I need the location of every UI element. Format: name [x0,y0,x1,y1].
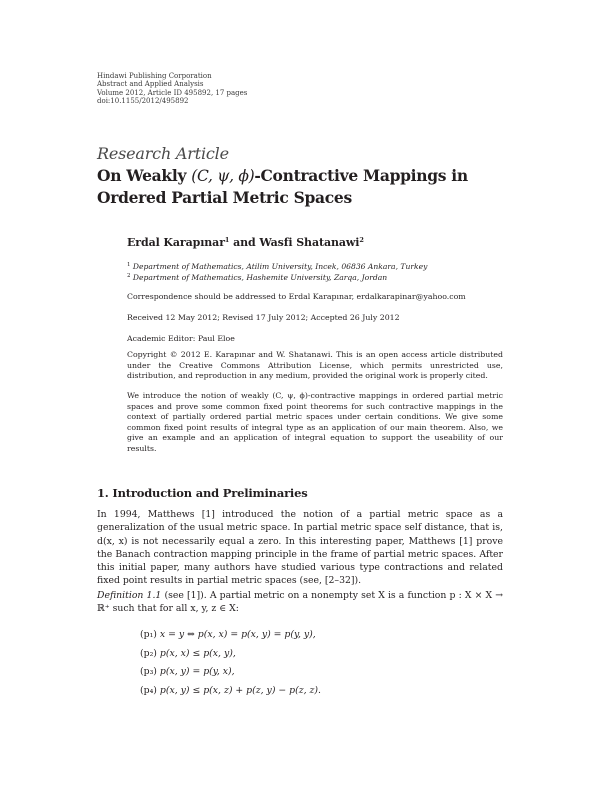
title-part1: On Weakly [97,166,192,185]
condition-text: p(x, y) ≤ p(x, z) + p(z, y) − p(z, z). [159,685,322,696]
journal-name: Abstract and Applied Analysis [97,80,204,89]
article-type: Research Article [97,144,229,163]
affiliation-2 [127,273,387,282]
academic-editor: Academic Editor: Paul Eloe [127,334,235,343]
condition-p2 [140,648,236,659]
publisher: Hindawi Publishing Corporation [97,72,212,80]
condition-label: (p₂) [140,648,157,659]
title-line2: Ordered Partial Metric Spaces [97,188,352,207]
definition-paragraph [97,589,503,616]
doi: doi:10.1155/2012/495892 [97,96,189,105]
definition-text: (see [1]). A partial metric on a nonempty set X is a function p : X × X → ℝ⁺ such that for all x, y, z ∈ X: [97,590,504,615]
condition-text: x = y ⇔ p(x, x) = p(x, y) = p(y, y), [159,629,316,640]
title-math: (C, ψ, ϕ) [191,167,255,185]
definition-label: Definition 1.1 [97,590,162,601]
affiliation-1-text: Department of Mathematics, Atilim University, Incek, 06836 Ankara, Turkey [132,262,428,271]
author-2: Wasfi Shatanawi [259,236,360,249]
correspondence: Correspondence should be addressed to Erdal Karapınar, erdalkarapinar@yahoo.com [127,292,466,301]
author-conj: and [229,236,260,249]
paper-title [97,165,517,208]
condition-p4 [140,685,321,696]
affiliation-2-text: Department of Mathematics, Hashemite University, Zarqa, Jordan [132,273,388,282]
condition-label: (p₄) [140,685,157,696]
author-2-sup: 2 [359,236,364,244]
condition-text: p(x, x) ≤ p(x, y), [159,648,236,659]
condition-p1 [140,629,316,640]
author-1-sup: 1 [224,236,230,244]
copyright: Copyright © 2012 E. Karapınar and W. Shatanawi. This is an open access article distributed under the Creative Commons Attribution License, which permits unrestricted use, distribution, and reproduction in any medium, provided the original work is properly cited. [127,350,503,380]
condition-text: p(x, y) = p(y, x), [159,666,235,677]
title-part2: -Contractive Mappings in [254,166,468,185]
journal-header [97,72,247,105]
affiliation-1 [127,262,427,271]
section-heading: 1. Introduction and Preliminaries [97,486,308,500]
authors [127,236,364,249]
affiliation-2-sup: 2 [127,273,131,279]
condition-label: (p₃) [140,666,157,677]
condition-p3 [140,666,235,677]
affiliation-1-sup: 1 [127,262,131,268]
condition-label: (p₁) [140,629,157,640]
abstract: We introduce the notion of weakly (C, ψ, ϕ)-contractive mappings in ordered partial metric spaces and prove some common fixed point theorems for such contractive mappings in the context of partially ordered partial metric spaces under certain conditions. We give some common fixed point results of integral type as an application of our main theorem. Also, we give an example and an application of integral equation to support the useability of our results. [127,391,503,453]
author-1: Erdal Karapınar [127,236,225,249]
dates: Received 12 May 2012; Revised 17 July 2012; Accepted 26 July 2012 [127,313,400,322]
intro-paragraph: In 1994, Matthews [1] introduced the notion of a partial metric space as a generalization of the usual metric space. In partial metric space self distance, that is, d(x, x) is not necessarily equal a zero. In this interesting paper, Matthews [1] prove the Banach contraction mapping principle in the frame of partial metric spaces. After this initial paper, many authors have studied various type contractions and related fixed point results in partial metric spaces (see, [2–32]). [97,509,503,587]
volume-info: Volume 2012, Article ID 495892, 17 pages [97,88,248,97]
